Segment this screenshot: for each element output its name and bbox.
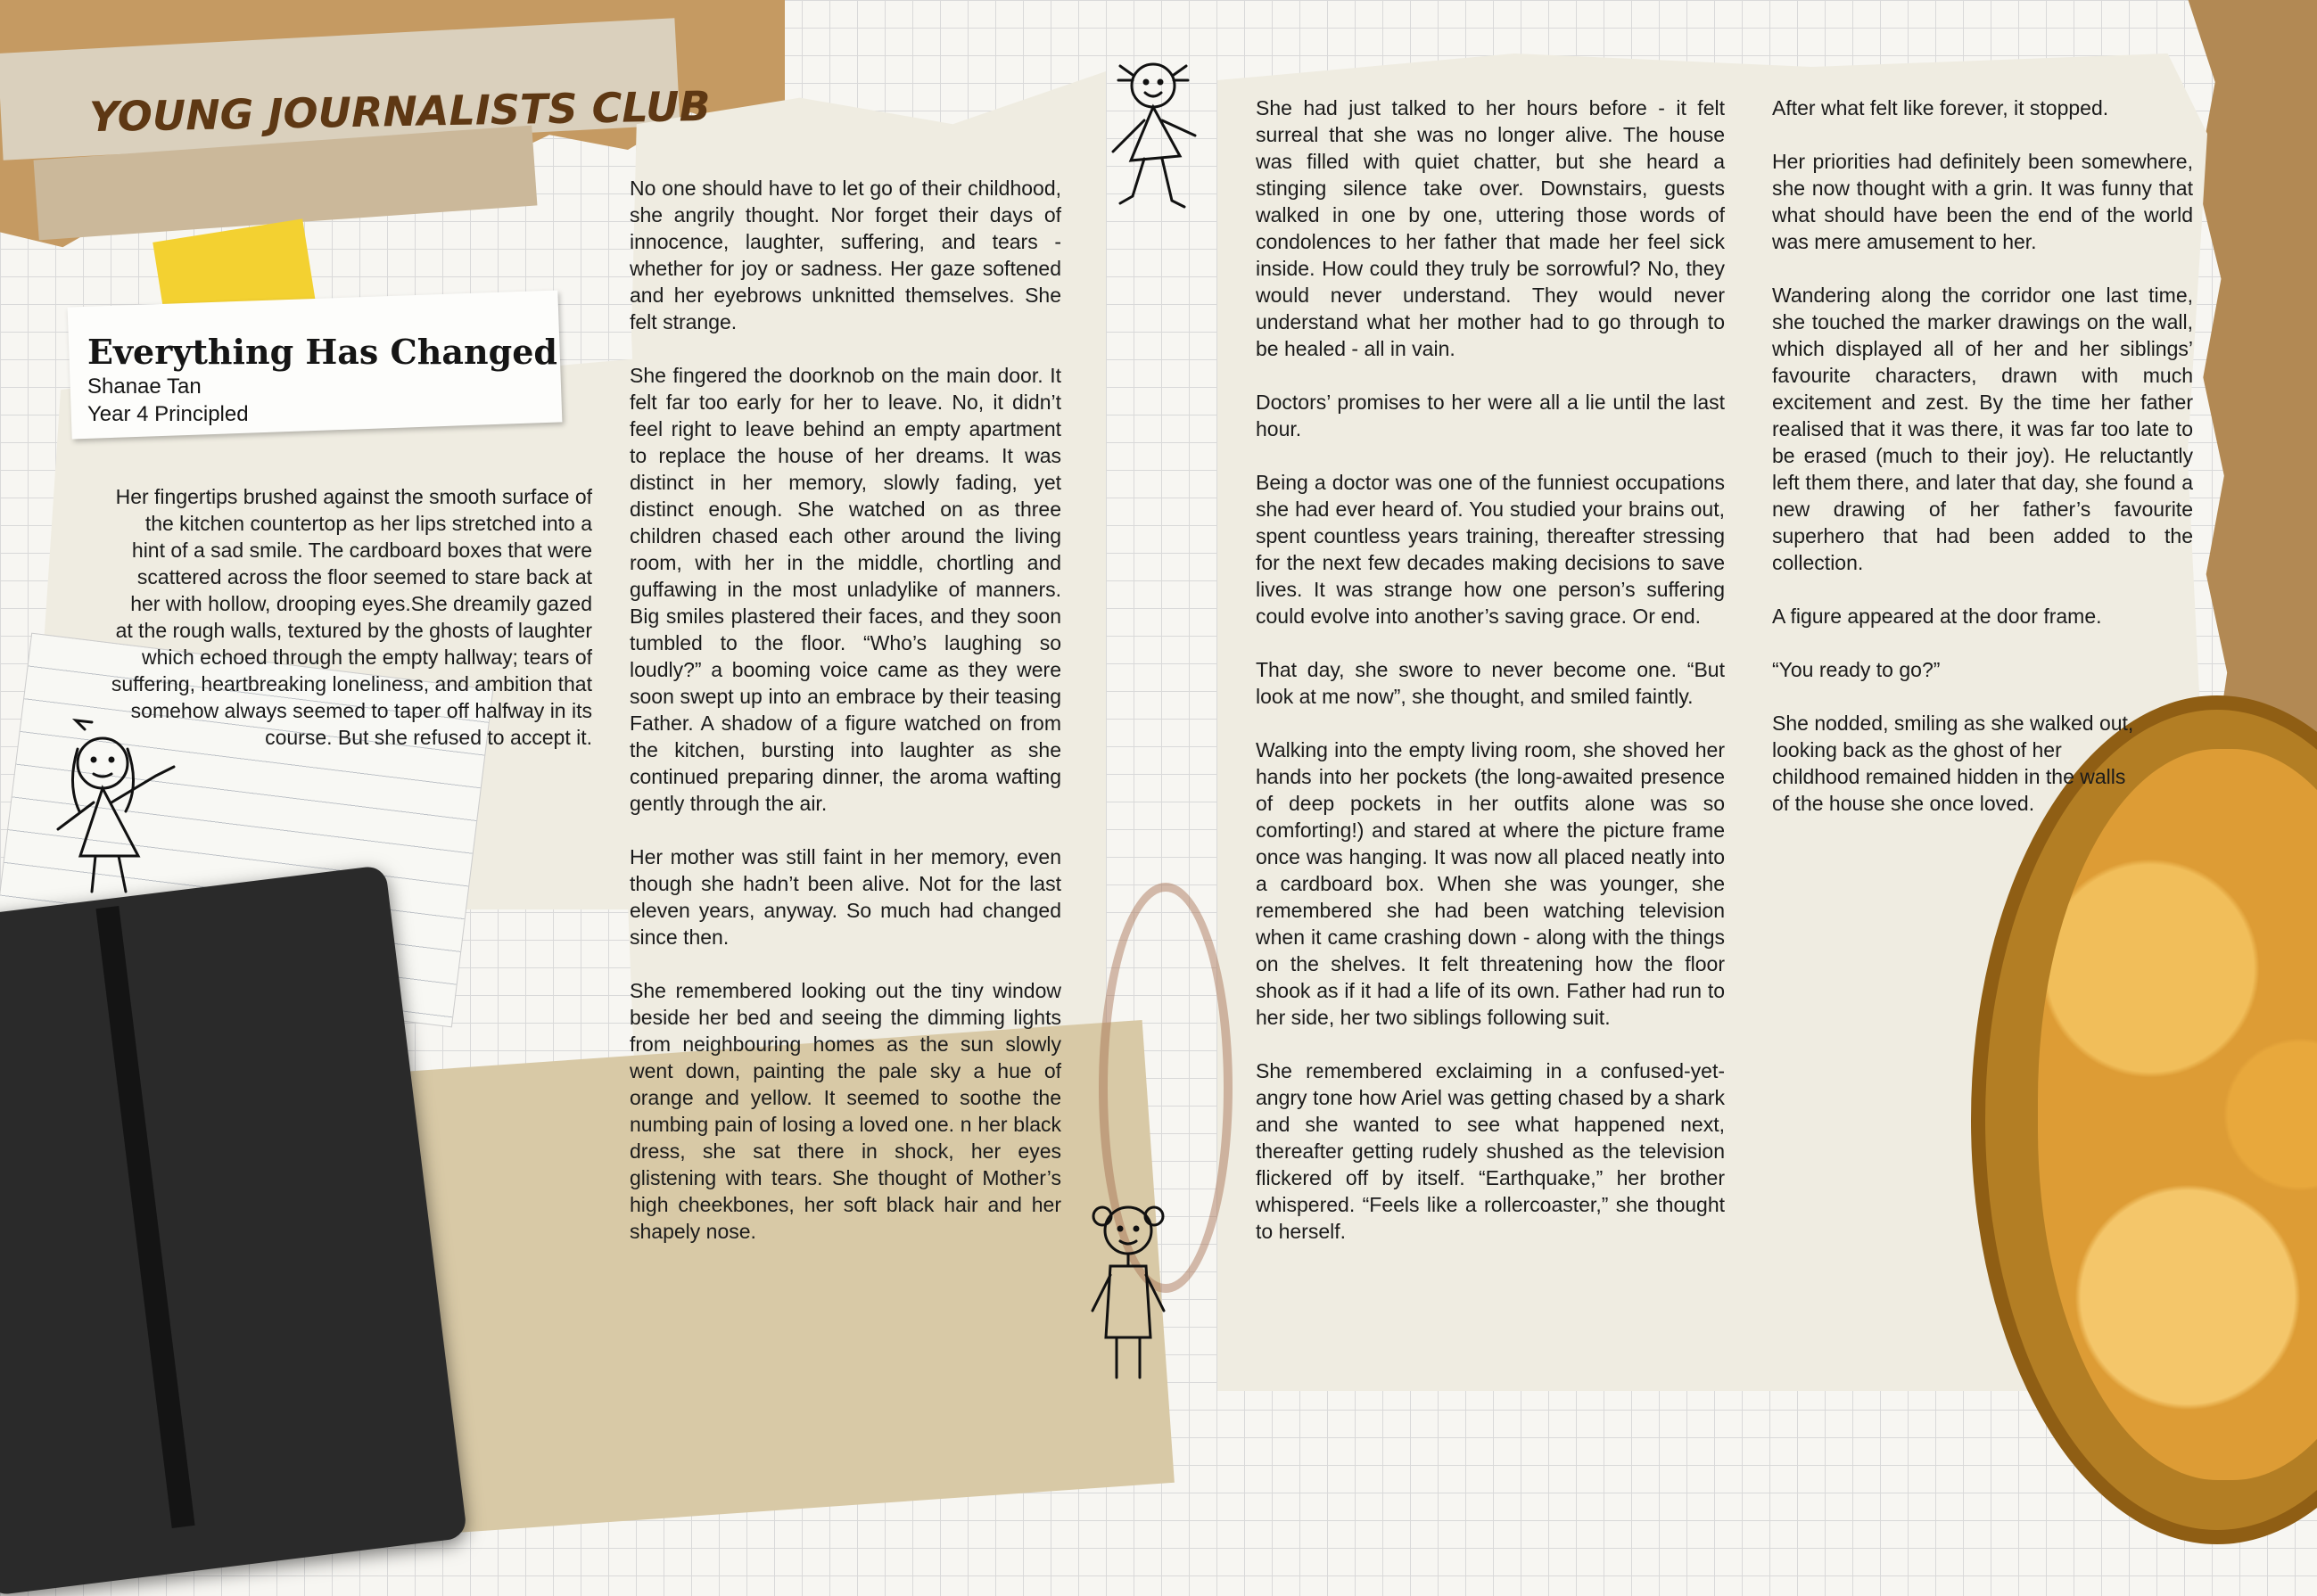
paragraph: “You ready to go?” bbox=[1772, 658, 1941, 681]
paragraph: No one should have to let go of their childhood, she angrily thought. Nor forget their days of innocence, laughter, suffering, and tears - whether for joy or sadness. Her gaze softened and her eyebrows unknitted themselves. She felt strange. bbox=[630, 177, 1061, 333]
stick-figure-girl-icon bbox=[1095, 53, 1211, 232]
story-column-4 bbox=[1772, 95, 2193, 843]
paragraph: Wandering along the corridor one last time, she touched the marker drawings on the wall, which displayed all of her and her siblings’ favourite characters, drawn with much excitement and zest. By the time her father realised that it was there, it was far too late to be erased (much to their joy). He reluctantly left them there, and later that day, she found a new drawing of her father’s favourite superhero that had been added to the collection. bbox=[1772, 284, 2193, 574]
paragraph: She remembered exclaiming in a confused-yet-angry tone how Ariel was getting chased by a shark and she wanted to see what happened next, thereafter getting rudely shushed as the television flickered off by itself. “Earthquake,” her brother whispered. “Feels like a rollercoaster,” she thought to herself. bbox=[1256, 1059, 1725, 1243]
paragraph: Doctors’ promises to her were all a lie until the last hour. bbox=[1256, 391, 1725, 440]
black-notebook bbox=[0, 865, 467, 1596]
stick-figure-child-icon bbox=[1079, 1195, 1177, 1391]
author-class: Year 4 Principled bbox=[87, 402, 249, 426]
paragraph: Her fingertips brushed against the smooth surface of the kitchen countertop as her lips stretched into a hint of a sad smile. The cardboard boxes that were scattered across the floor seemed to stare back at her with hollow, drooping eyes.She dreamily gazed at the rough walls, textured by the ghosts of laughter which echoed through the empty hallway; tears of suffering, heartbreaking loneliness, and ambition that somehow always seemed to taper off halfway in its course. But she refused to accept it. bbox=[111, 485, 592, 749]
paragraph: A figure appeared at the door frame. bbox=[1772, 605, 2102, 628]
paragraph: She had just talked to her hours before - it felt surreal that she was no longer alive. The house was filled with quiet chatter, but she heard a stinging silence take over. Downstairs, guests walked in one by one, uttering those words of condolences to her father that made her feel sick inside. How could they truly be sorrowful? No, they would never understand. They would never understand what her mother had to go through to be healed - all in vain. bbox=[1256, 96, 1725, 360]
paragraph: She remembered looking out the tiny window beside her bed and seeing the dimming lights from neighbouring homes as the sun slowly went down, painting the pale sky a hue of orange and yellow. It seemed to soothe the numbing pain of losing a loved one. n her black dress, she sat there in shock, her eyes glistening with tears. She thought of Mother’s high cheekbones, her soft black hair and her shapely nose. bbox=[630, 979, 1061, 1243]
story-column-1 bbox=[111, 483, 592, 777]
paragraph: That day, she swore to never become one. “But look at me now”, she thought, and smiled faintly. bbox=[1256, 658, 1725, 708]
paragraph: She fingered the doorknob on the main door. It felt far too early for her to leave. No, it didn’t feel right to leave behind an empty apartment to replace the house of her dreams. It was distinct in her memory, slowly fading, yet distinct enough. She watched on as three children chased each other around the living room, with her in the middle, chortling and guffawing in the most unladylike of manners. Big smiles plastered their faces, and they soon tumbled to the floor. “Who’s laughing so loudly?” a booming voice came as they were soon swept up into an embrace by their teasing Father. A shadow of a figure watched on from the kitchen, bursting into laughter as she continued preparing dinner, the aroma wafting gently through the air. bbox=[630, 364, 1061, 815]
paragraph: She nodded, smiling as she walked out, looking back as the ghost of her childhood remained hidden in the walls of the house she once loved. bbox=[1772, 712, 2134, 815]
paragraph: After what felt like forever, it stopped. bbox=[1772, 96, 2109, 119]
paragraph: Walking into the empty living room, she shoved her hands into her pockets (the long-awaited presence of deep pockets in her outfits alone was so comforting!) and stared at where the picture frame once was hanging. It was now all placed neatly into a cardboard box. When she was younger, she remembered she had been watching television when it came crashing down - along with the things on the shelves. It felt threatening how the floor shook as if it had a life of its own. Father had run to her side, her two siblings following suit. bbox=[1256, 738, 1725, 1029]
author-name: Shanae Tan bbox=[87, 374, 202, 399]
story-column-2 bbox=[630, 175, 1061, 1271]
story-column-3 bbox=[1256, 95, 1725, 1271]
story-title: Everything Has Changed bbox=[87, 332, 557, 372]
paragraph: Her mother was still faint in her memory, even though she hadn’t been alive. Not for the last eleven years, anyway. So much had changed since then. bbox=[630, 845, 1061, 949]
club-title: YOUNG JOURNALISTS CLUB bbox=[88, 81, 711, 142]
paragraph: Being a doctor was one of the funniest occupations she had ever heard of. You studied your brains out, spent countless years training, thereafter stressing for the next few decades making decisions to save lives. It was strange how one person’s suffering could evolve into another’s saving grace. Or end. bbox=[1256, 471, 1725, 628]
paragraph: Her priorities had definitely been somewhere, she now thought with a grin. It was funny that what should have been the end of the world was mere amusement to her. bbox=[1772, 150, 2193, 253]
